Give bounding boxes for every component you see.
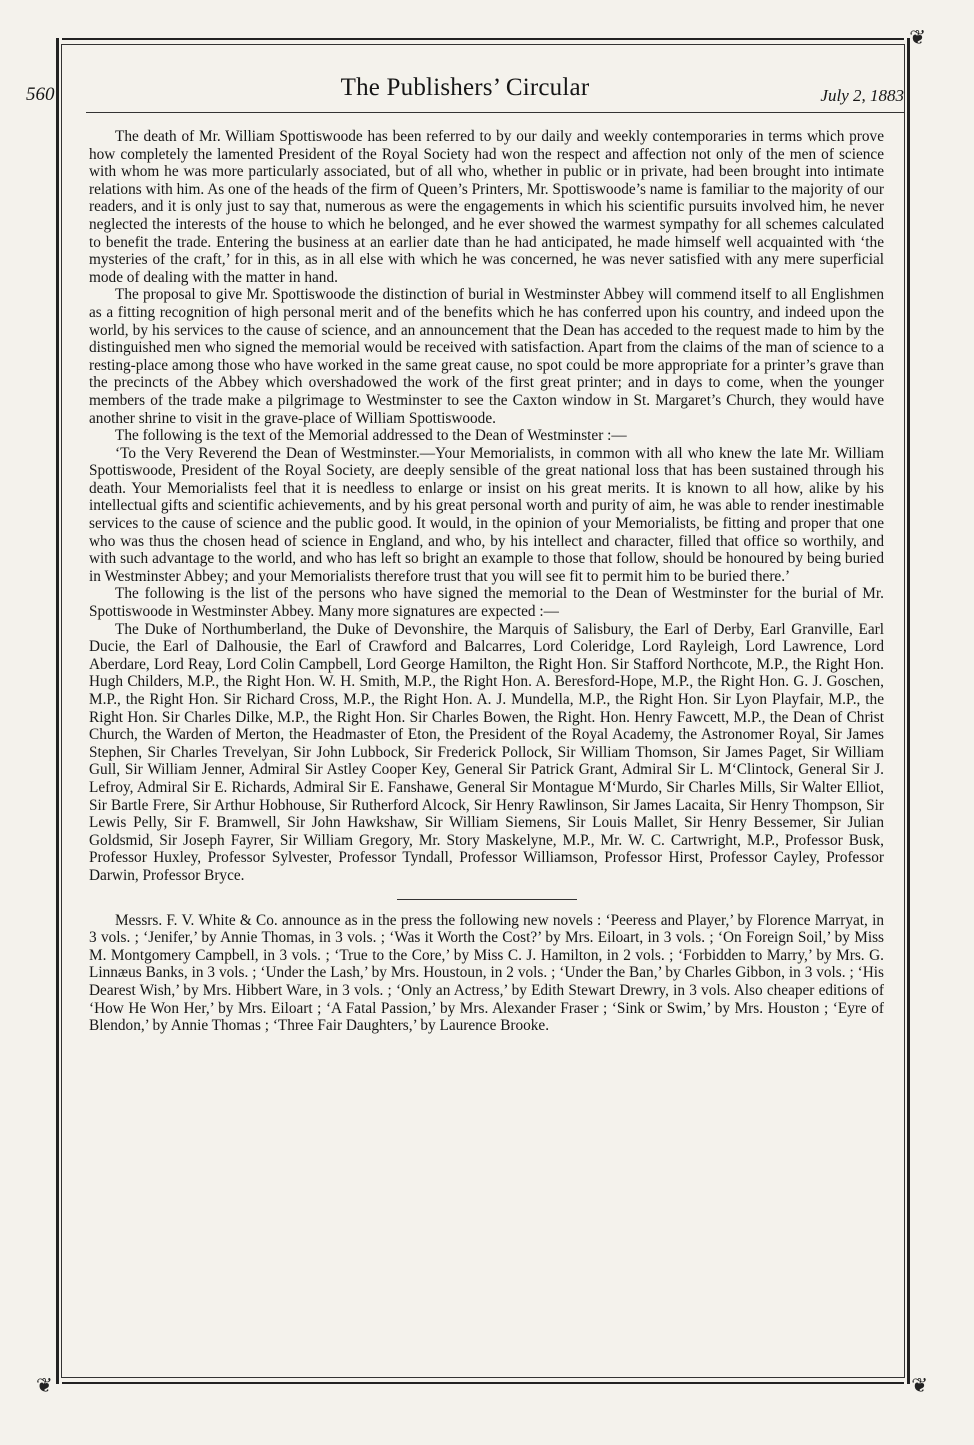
paragraph: The following is the text of the Memorial addressed to the Dean of Westminster :— [115,427,627,445]
page-header [26,74,904,110]
corner-ornament-icon: ❦ [909,27,926,49]
issue-date: July 2, 1883 [820,86,904,105]
corner-ornament-icon: ❦ [911,1375,928,1397]
border-rule-right-inner [904,44,905,1378]
paragraph: The proposal to give Mr. Spottiswoode the distinction of burial in Westminster Abbey will commend itself to all Englishmen as a fitting recognition of high personal merit and of the benefits which he has conferred upon his country, and indeed upon the world, by his services to the cause of science, and an announcement that the Dean has acceded to the request made to him by the distinguished men who signed the memorial would be received with satisfaction. Apart from the claims of the man of science to a resting-place among those who have worked in the same great cause, no spot could be more appropriate for a printer’s grave than the precincts of the Abbey which overshadowed the work of the first great printer; and in days to come, when the younger members of the trade make a pilgrimage to Westminster to see the Caxton window in St. Margaret’s Church, they would have another shrine to visit in the grave-place of William Spottiswoode. [89,286,884,427]
section-divider [397,899,577,900]
border-rule-bottom-inner [62,1377,904,1378]
border-rule-bottom [62,1382,904,1384]
paragraph: The death of Mr. William Spottiswoode has been referred to by our daily and weekly contemporaries in terms which prove how completely the lamented President of the Royal Society had won the respect and affection not only of the men of science with whom he was more particularly associated, but of all who, whether in public or in private, had been brought into intimate relations with him. As one of the heads of the firm of Queen’s Printers, Mr. Spottiswoode’s name is familiar to the majority of our readers, and it is only just to say that, numerous as were the engagements in which his scientific pursuits involved him, he never neglected the interests of the house to which he belonged, and he ever showed the warmest sympathy for all schemes calculated to benefit the trade. Entering the business at an earlier date than he had anticipated, he made himself well acquainted with ‘the mysteries of the craft,’ for in this, as in all else with which he was concerned, he was never satisfied with any mere superficial mode of dealing with the matter in hand. [89,128,884,286]
corner-ornament-icon: ❦ [36,1375,53,1397]
journal-title: The Publishers’ Circular [340,74,590,101]
border-rule-right [907,38,910,1384]
border-rule-top-inner [62,44,904,45]
border-rule-left-inner [61,44,62,1378]
page-number: 560 [26,84,55,105]
paragraph: The following is the list of the persons who have signed the memorial to the Dean of Westminster for the burial of Mr. Spottiswoode in Westminster Abbey. Many more signatures are expected :— [89,585,884,621]
article-body [89,128,884,1035]
memorial-text: ‘To the Very Reverend the Dean of Westminster.—Your Memorialists, in common with all who knew the late Mr. William Spottiswoode, President of the Royal Society, are deeply sensible of the great national loss that has been sustained through his death. Your Memorialists feel that it is needless to enlarge or insist on his great merits. It is known to all how, alike by his intellectual gifts and scientific achievements, and by his great personal worth and purity of aim, he was able to render inestimable services to the cause of science and the public good. It would, in the opinion of your Memorialists, be fitting and proper that one who was thus the chosen head of science in England, and who, by his intellect and character, filled that office so worthily, and with such advantage to the world, and who has left so bright an example to those that follow, should be honoured by being buried in Westminster Abbey; and your Memorialists therefore trust that you will see fit to permit him to be buried there.’ [89,444,884,585]
novels-announcement: Messrs. F. V. White & Co. announce as in the press the following new novels : ‘Peeress and Player,’ by Florence Marryat, in 3 vols. ; ‘Jenifer,’ by Annie Thomas, in 3 vols. ; ‘Was it Worth the Cost?’ by Mrs. Eiloart, in 3 vols. ; ‘On Foreign Soil,’ by Miss M. Montgomery Campbell, in 3 vols. ; ‘True to the Core,’ by Miss C. J. Hamilton, in 2 vols. ; ‘Forbidden to Marry,’ by Mrs. G. Linnæus Banks, in 3 vols. ; ‘Under the Lash,’ by Mrs. Houstoun, in 2 vols. ; ‘Under the Ban,’ by Charles Gibbon, in 3 vols. ; ‘His Dearest Wish,’ by Mrs. Hibbert Ware, in 3 vols. ; ‘Only an Actress,’ by Edith Stewart Drewry, in 3 vols. Also cheaper editions of ‘How He Won Her,’ by Mrs. Eiloart ; ‘A Fatal Passion,’ by Mrs. Alexander Fraser ; ‘Sink or Swim,’ by Mrs. Houston ; ‘Eyre of Blendon,’ by Annie Thomas ; ‘Three Fair Daughters,’ by Laurence Brooke. [89,911,884,1035]
header-divider [86,112,904,113]
border-rule-left [56,38,59,1384]
border-rule-top [62,38,904,40]
signatories-list: The Duke of Northumberland, the Duke of Devonshire, the Marquis of Salisbury, the Earl of Derby, Earl Granville, Earl Ducie, the Earl of Dalhousie, the Earl of Crawford and Balcarres, Lord Coleridge, Lord Rayleigh, Lord Lawrence, Lord Aberdare, Lord Reay, Lord Colin Campbell, Lord George Hamilton, the Right Hon. Sir Stafford Northcote, M.P., the Right Hon. Hugh Childers, M.P., the Right Hon. W. H. Smith, M.P., the Right Hon. A. Beresford-Hope, M.P., the Right Hon. G. J. Goschen, M.P., the Right Hon. Sir Richard Cross, M.P., the Right Hon. A. J. Mundella, M.P., the Right Hon. Sir Lyon Playfair, M.P., the Right Hon. Sir Charles Dilke, M.P., the Right Hon. Sir Charles Bowen, the Right. Hon. Henry Fawcett, M.P., the Dean of Christ Church, the Warden of Merton, the Headmaster of Eton, the President of the Royal Academy, the Astronomer Royal, Sir James Stephen, Sir Charles Trevelyan, Sir John Lubbock, Sir Frederick Pollock, Sir William Thomson, Sir James Paget, Sir William Gull, Sir William Jenner, Admiral Sir Astley Cooper Key, General Sir Patrick Grant, Admiral Sir L. M‘Clintock, General Sir J. Lefroy, Admiral Sir E. Richards, Admiral Sir E. Fanshawe, General Sir Montague M‘Murdo, Sir Charles Mills, Sir Walter Elliot, Sir Bartle Frere, Sir Arthur Hobhouse, Sir Rutherford Alcock, Sir Henry Rawlinson, Sir James Lacaita, Sir Henry Thompson, Sir Lewis Pelly, Sir F. Bramwell, Sir John Hawkshaw, Sir William Siemens, Sir Louis Mallet, Sir Henry Bessemer, Sir Julian Goldsmid, Sir Joseph Fayrer, Sir William Gregory, Mr. Story Maskelyne, M.P., Mr. W. C. Cartwright, M.P., Professor Busk, Professor Huxley, Professor Sylvester, Professor Tyndall, Professor Williamson, Professor Hirst, Professor Cayley, Professor Darwin, Professor Bryce. [89,620,884,884]
